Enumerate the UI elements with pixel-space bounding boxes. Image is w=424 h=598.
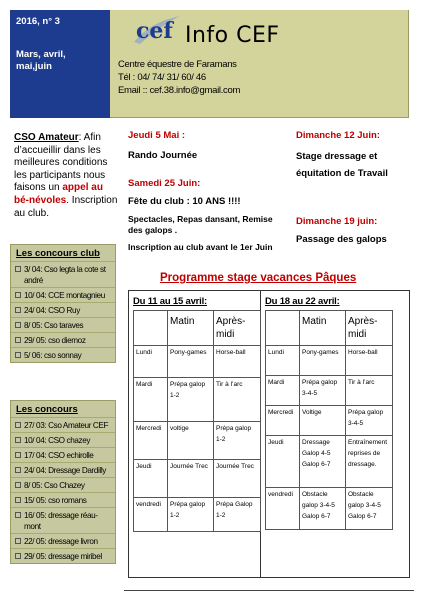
week2-schedule xyxy=(265,296,393,530)
list-item: 29/ 05: dressage miribel xyxy=(11,548,115,563)
table-row: Jeudi Dressage Galop 4-5 Galop 6-7 Entraînement reprises de dressage. xyxy=(266,436,393,488)
table-row: Mercredi Voltige Prépa galop 3-4-5 xyxy=(266,406,393,436)
header-cell xyxy=(266,311,300,346)
table-row: Mardi Prépa galop 3-4-5 Tir à l’arc xyxy=(266,376,393,406)
checkbox-icon xyxy=(15,266,21,272)
checkbox-icon xyxy=(15,553,21,559)
intro-lead: CSO Amateur xyxy=(14,132,79,143)
intro-text-b: . Inscription au club. xyxy=(14,194,118,219)
event2-date: Samedi 25 Juin: xyxy=(128,178,201,189)
table-header-row xyxy=(266,311,393,346)
list-item: 8/ 05: Cso Chazey xyxy=(11,477,115,492)
list-item: 24/ 04: Dressage Dardilly xyxy=(11,462,115,477)
list-item: 10/ 04: CCE montagnieu xyxy=(11,287,115,302)
intro-text-a: : Afin d’accueillir dans les meilleures conditions les participants nous faisons un xyxy=(14,132,108,194)
week1-table xyxy=(133,310,261,532)
cso-amateur-intro xyxy=(14,132,118,220)
week2-title: Du 18 au 22 avril: xyxy=(265,296,340,307)
contact-phone: Tél : 04/ 74/ 31/ 60/ 46 xyxy=(118,72,206,83)
event1-date: Jeudi 5 Mai : xyxy=(128,130,186,141)
checkbox-icon xyxy=(15,482,21,488)
checkbox-icon xyxy=(15,467,21,473)
table-row: Lundi Pony-games Horse-ball xyxy=(266,346,393,376)
checkbox-icon xyxy=(15,422,21,428)
issue-months-line1: Mars, avril, xyxy=(16,49,66,60)
event4-text: Passage des galops xyxy=(296,234,387,245)
concours-club-title: Les concours club xyxy=(16,248,100,259)
checkbox-icon xyxy=(15,538,21,544)
footer-rule xyxy=(124,590,414,591)
event1-text: Rando Journée xyxy=(128,150,198,161)
week2-table xyxy=(265,310,393,530)
list-item: 3/ 04: Cso legta la cote st andré xyxy=(11,261,115,287)
week1-title: Du 11 au 15 avril: xyxy=(133,296,208,307)
newsletter-brand: Info CEF xyxy=(185,23,280,48)
list-item: 15/ 05: cso romans xyxy=(11,492,115,507)
concours-box xyxy=(10,400,116,564)
issue-panel xyxy=(10,10,110,118)
contact-address: Centre équestre de Faramans xyxy=(118,59,237,70)
header-cell: Matin xyxy=(300,311,346,346)
checkbox-icon xyxy=(15,337,21,343)
header-cell: Matin xyxy=(168,311,214,346)
event2-detail1: Spectacles, Repas dansant, Remise des galops . xyxy=(128,214,273,235)
cef-logo xyxy=(130,12,186,46)
concours-title: Les concours xyxy=(16,404,78,415)
checkbox-icon xyxy=(15,322,21,328)
checkbox-icon xyxy=(15,352,21,358)
checkbox-icon xyxy=(15,512,21,518)
event2-text: Fête du club : 10 ANS !!!! xyxy=(128,196,241,207)
program-title: Programme stage vacances Pâques xyxy=(160,272,357,284)
list-item: 17/ 04: CSO echirolle xyxy=(11,447,115,462)
header-cell: Après-midi xyxy=(214,311,261,346)
contact-block xyxy=(118,58,240,97)
concours-club-box xyxy=(10,244,116,363)
event4-date: Dimanche 19 juin: xyxy=(296,216,378,227)
contact-email[interactable]: Email :: cef.38.info@gmail.com xyxy=(118,85,241,96)
checkbox-icon xyxy=(15,497,21,503)
header-cell xyxy=(134,311,168,346)
list-item: 29/ 05: cso diemoz xyxy=(11,332,115,347)
table-row: vendredi Prépa galop 1-2 Prépa Galop 1-2 xyxy=(134,498,261,532)
checkbox-icon xyxy=(15,292,21,298)
list-item: 10/ 04: CSO chazey xyxy=(11,432,115,447)
checkbox-icon xyxy=(15,452,21,458)
list-item: 22/ 05: dressage livron xyxy=(11,533,115,548)
table-row: Mercredi voltige Prépa galop 1-2 xyxy=(134,422,261,460)
table-row: Lundi Pony-games Horse-ball xyxy=(134,346,261,378)
table-row: Mardi Prépa galop 1-2 Tir à l’arc xyxy=(134,378,261,422)
event3-text: Stage dressage et équitation de Travail xyxy=(296,151,388,179)
list-item: 8/ 05: Cso taraves xyxy=(11,317,115,332)
week1-schedule xyxy=(133,296,261,532)
list-item: 16/ 05: dressage réau-mont xyxy=(11,507,115,533)
intro-highlight: appel au bé-névoles xyxy=(14,182,103,206)
issue-months-line2: mai,juin xyxy=(16,61,52,72)
event2-detail2: Inscription au club avant le 1er Juin xyxy=(128,242,273,252)
list-item: 27/ 03: Cso Amateur CEF xyxy=(11,417,115,432)
issue-number: 2016, n° 3 xyxy=(16,16,60,27)
event3-date: Dimanche 12 Juin: xyxy=(296,130,380,141)
checkbox-icon xyxy=(15,437,21,443)
table-header-row xyxy=(134,311,261,346)
checkbox-icon xyxy=(15,307,21,313)
list-item: 5/ 06: cso sonnay xyxy=(11,347,115,362)
logo-lettering: cef xyxy=(136,18,173,44)
list-item: 24/ 04: CSO Ruy xyxy=(11,302,115,317)
issue-months xyxy=(16,49,104,73)
table-row: Jeudi Journée Trec Journée Trec xyxy=(134,460,261,498)
header-cell: Après-midi xyxy=(346,311,393,346)
table-row: vendredi Obstacle galop 3-4-5 Galop 6-7 Obstacle galop 3-4-5 Galop 6-7 xyxy=(266,488,393,530)
